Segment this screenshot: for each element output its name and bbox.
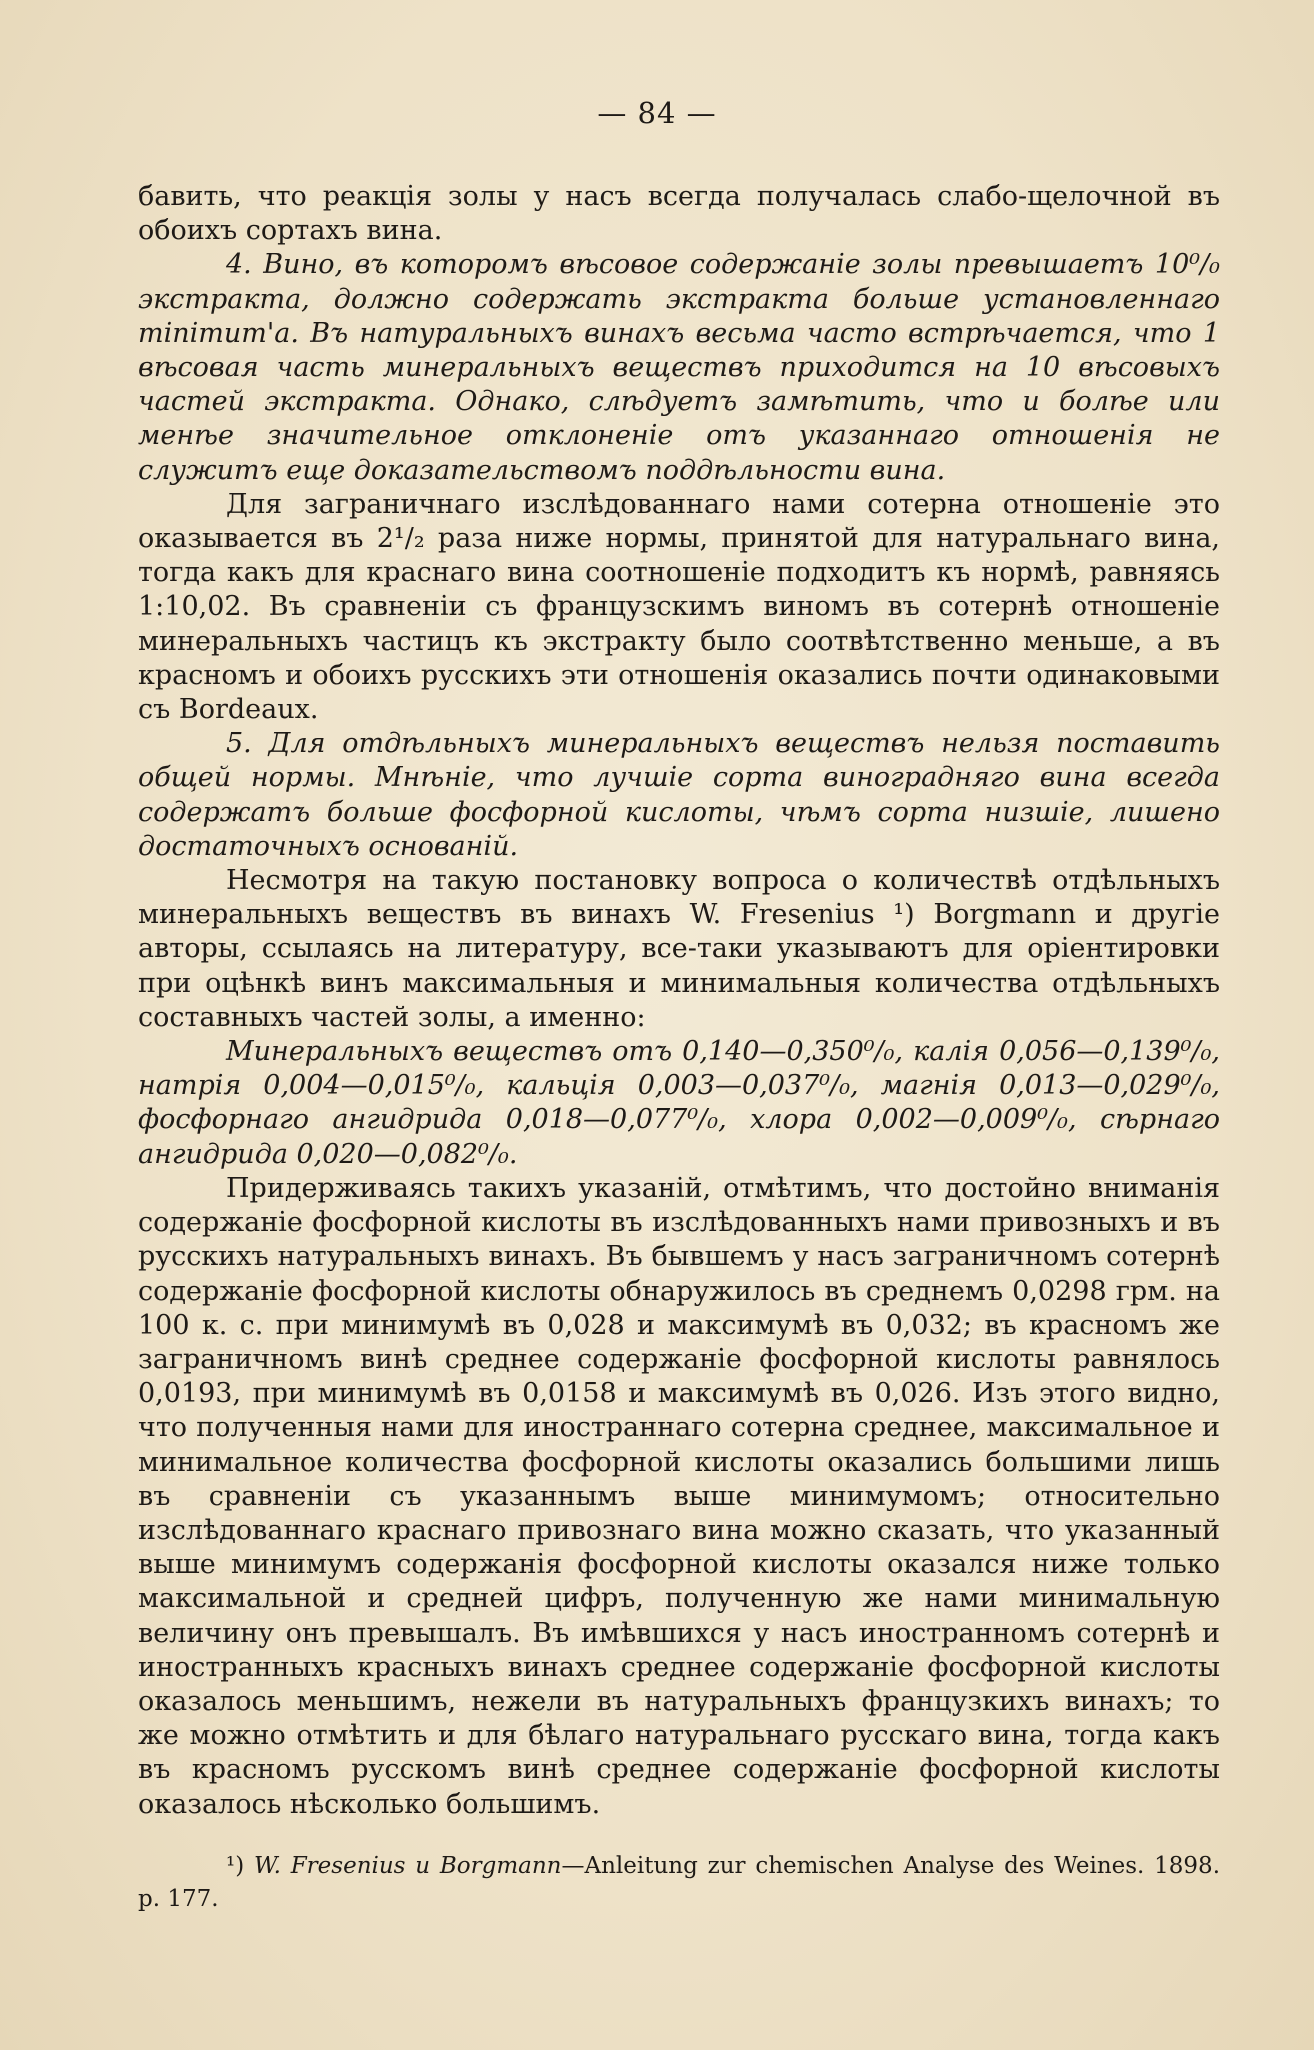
- paragraph-6-mineral-ranges: Минеральныхъ веществъ отъ 0,140—0,350⁰/₀, калія 0,056—0,139⁰/₀, натрія 0,004—0,015⁰/₀, кальція 0,003—0,037⁰/₀, магнія 0,013—0,029⁰/₀, фосфорнаго ангидрида 0,018—0,077⁰/₀, хлора 0,002—0,009⁰/₀, сѣрнаго ангидрида 0,020—0,082⁰/₀.: [138, 1036, 1220, 1170]
- paragraph-5: Несмотря на такую постановку вопроса о количествѣ отдѣльныхъ минеральныхъ веществъ въ винахъ W. Fresenius ¹) Borgmann и другіе авторы, ссылаясь на литературу, все-таки указываютъ для оріентировки при оцѣнкѣ винъ максимальныя и минимальныя количества отдѣльныхъ составныхъ частей золы, а именно:: [138, 865, 1220, 1033]
- paragraph-3: Для заграничнаго изслѣдованнаго нами сотерна отношеніе это оказывается въ 2¹/₂ раза ниже нормы, принятой для натуральнаго вина, тогда какъ для краснаго вина соотношеніе подходитъ къ нормѣ, равняясь 1:10,02. Въ сравненіи съ французскимъ виномъ въ сотернѣ отношеніе минеральныхъ частицъ къ экстракту было соотвѣтственно меньше, а въ красномъ и обоихъ русскихъ эти отношенія оказались почти одинаковыми съ Bordeaux.: [138, 488, 1220, 726]
- footnote: [138, 1850, 1220, 1916]
- page-number: — 84 —: [597, 96, 717, 130]
- footnote-authors: W. Fresenius и Borgmann: [254, 1853, 562, 1879]
- paragraph-2-rule-4: 4. Вино, въ которомъ вѣсовое содержаніе золы превышаетъ 10⁰/₀ экстракта, должно содержать экстракта больше установленнаго minimum'a. Въ натуральныхъ винахъ весьма часто встрѣчается, что 1 вѣсовая часть минеральныхъ веществъ приходится на 10 вѣсовыхъ частей экстракта. Однако, слѣдуетъ замѣтить, что и болѣе или менѣе значительное отклоненіе отъ указаннаго отношенія не служитъ еще доказательствомъ поддѣльности вина.: [138, 249, 1220, 486]
- footnote-marker: ¹): [226, 1853, 245, 1879]
- paragraph-4-rule-5: 5. Для отдѣльныхъ минеральныхъ веществъ нельзя поставить общей нормы. Мнѣніе, что лучшіе сорта виноградняго вина всегда содержатъ больше фосфорной кислоты, чѣмъ сорта низшіе, лишено достаточныхъ основаній.: [138, 728, 1220, 862]
- body-text: [138, 180, 1220, 1822]
- footnote-title: —Anleitung zur chemischen Analyse des Weines. 1898. p. 177.: [138, 1853, 1220, 1912]
- paragraph-1: бавить, что реакція золы у насъ всегда получалась слабо-щелочной въ обоихъ сортахъ вина.: [138, 181, 1220, 247]
- paragraph-7: Придерживаясь такихъ указаній, отмѣтимъ, что достойно вниманія содержаніе фосфорной кислоты въ изслѣдованныхъ нами привозныхъ и въ русскихъ натуральныхъ винахъ. Въ бывшемъ у насъ заграничномъ сотернѣ содержаніе фосфорной кислоты обнаружилось въ среднемъ 0,0298 грм. на 100 к. с. при минимумѣ въ 0,028 и максимумѣ въ 0,032; въ красномъ же заграничномъ винѣ среднее содержаніе фосфорной кислоты равнялось 0,0193, при минимумѣ въ 0,0158 и максимумѣ въ 0,026. Изъ этого видно, что полученныя нами для иностраннаго сотерна среднее, максимальное и минимальное количества фосфорной кислоты оказались большими лишь въ сравненіи съ указаннымъ выше минимумомъ; относительно изслѣдованнаго краснаго привознаго вина можно сказать, что указанный выше минимумъ содержанія фосфорной кислоты оказался ниже только максимальной и средней цифръ, полученную же нами минимальную величину онъ превышалъ. Въ имѣвшихся у насъ иностранномъ сотернѣ и иностранныхъ красныхъ винахъ среднее содержаніе фосфорной кислоты оказалось меньшимъ, нежели въ натуральныхъ французкихъ винахъ; то же можно отмѣтить и для бѣлаго натуральнаго русскаго вина, тогда какъ въ красномъ русскомъ винѣ среднее содержаніе фосфорной кислоты оказалось нѣсколько большимъ.: [138, 1172, 1220, 1820]
